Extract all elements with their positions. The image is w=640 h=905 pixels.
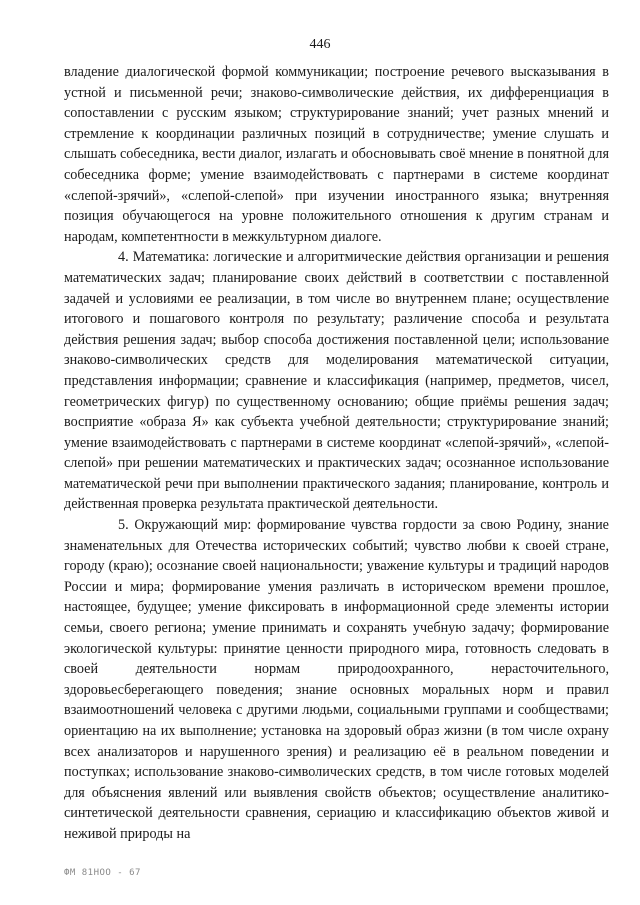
page-number: 446 (309, 37, 331, 52)
document-body (64, 62, 609, 845)
paragraph-1: владение диалогической формой коммуникации; построение речевого высказывания в устной и письменной речи; знаково-символические действия, их дифференциация в сопоставлении с русским языком; структурирование знаний; учет разных мнений и стремление к координации различных позиций в сотрудничестве; умение слушать и слышать собеседника, вести диалог, излагать и обосновывать своё мнение в понятной для собеседника форме; умение взаимодействовать с партнерами в системе координат «слепой-зрячий», «слепой-слепой» при изучении иностранного языка; внутренняя позиция обучающегося на уровне положительного отношения к другим странам и народам, компетентности в межкультурном диалоге. (64, 64, 609, 245)
footer-code: ФМ 81НОО - 67 (64, 868, 141, 878)
paragraph-3: 5. Окружающий мир: формирование чувства гордости за свою Родину, знание знаменательных для Отечества исторических событий; чувство любви к своей стране, городу (краю); осознание своей национальности; уважение культуры и традиций народов России и мира; формирование умения различать в историческом времени прошлое, настоящее, будущее; умение фиксировать в информационной среде элементы истории семьи, своего региона; умение принимать и сохранять учебную задачу; формирование экологической культуры: принятие ценности природного мира, готовность следовать в своей деятельности нормам природоохранного, нерасточительного, здоровьесберегающего поведения; знание основных моральных норм и правил взаимоотношений человека с другими людьми, социальными группами и сообществами; ориентацию на их выполнение; установка на здоровый образ жизни (в том числе охрану всех анализаторов и нарушенного зрения) и реализацию её в реальном поведении и поступках; использование знаково-символических средств, в том числе готовых моделей для объяснения явлений или выявления свойств объектов; осуществление аналитико-синтетической деятельности сравнения, сериацию и классификацию объектов живой и неживой природы на (64, 517, 609, 842)
paragraph-2: 4. Математика: логические и алгоритмические действия организации и решения математических задач; планирование своих действий в соответствии с поставленной задачей и условиями ее реализации, в том числе во внутреннем плане; осуществление итогового и пошагового контроля по результату; различение способа и результата действия решения задач; выбор способа достижения поставленной цели; использование знаково-символических средств для моделирования математической ситуации, представления информации; сравнение и классификация (например, предметов, чисел, геометрических фигур) по существенному основанию; общие приёмы решения задач; восприятие «образа Я» как субъекта учебной деятельности; структурирование знаний; умение взаимодействовать с партнерами в системе координат «слепой-зрячий», «слепой-слепой» при решении математических и практических задач; осознанное использование математической речи при выполнении практического задания; планирование, контроль и действенная проверка результата практической деятельности. (64, 249, 609, 513)
